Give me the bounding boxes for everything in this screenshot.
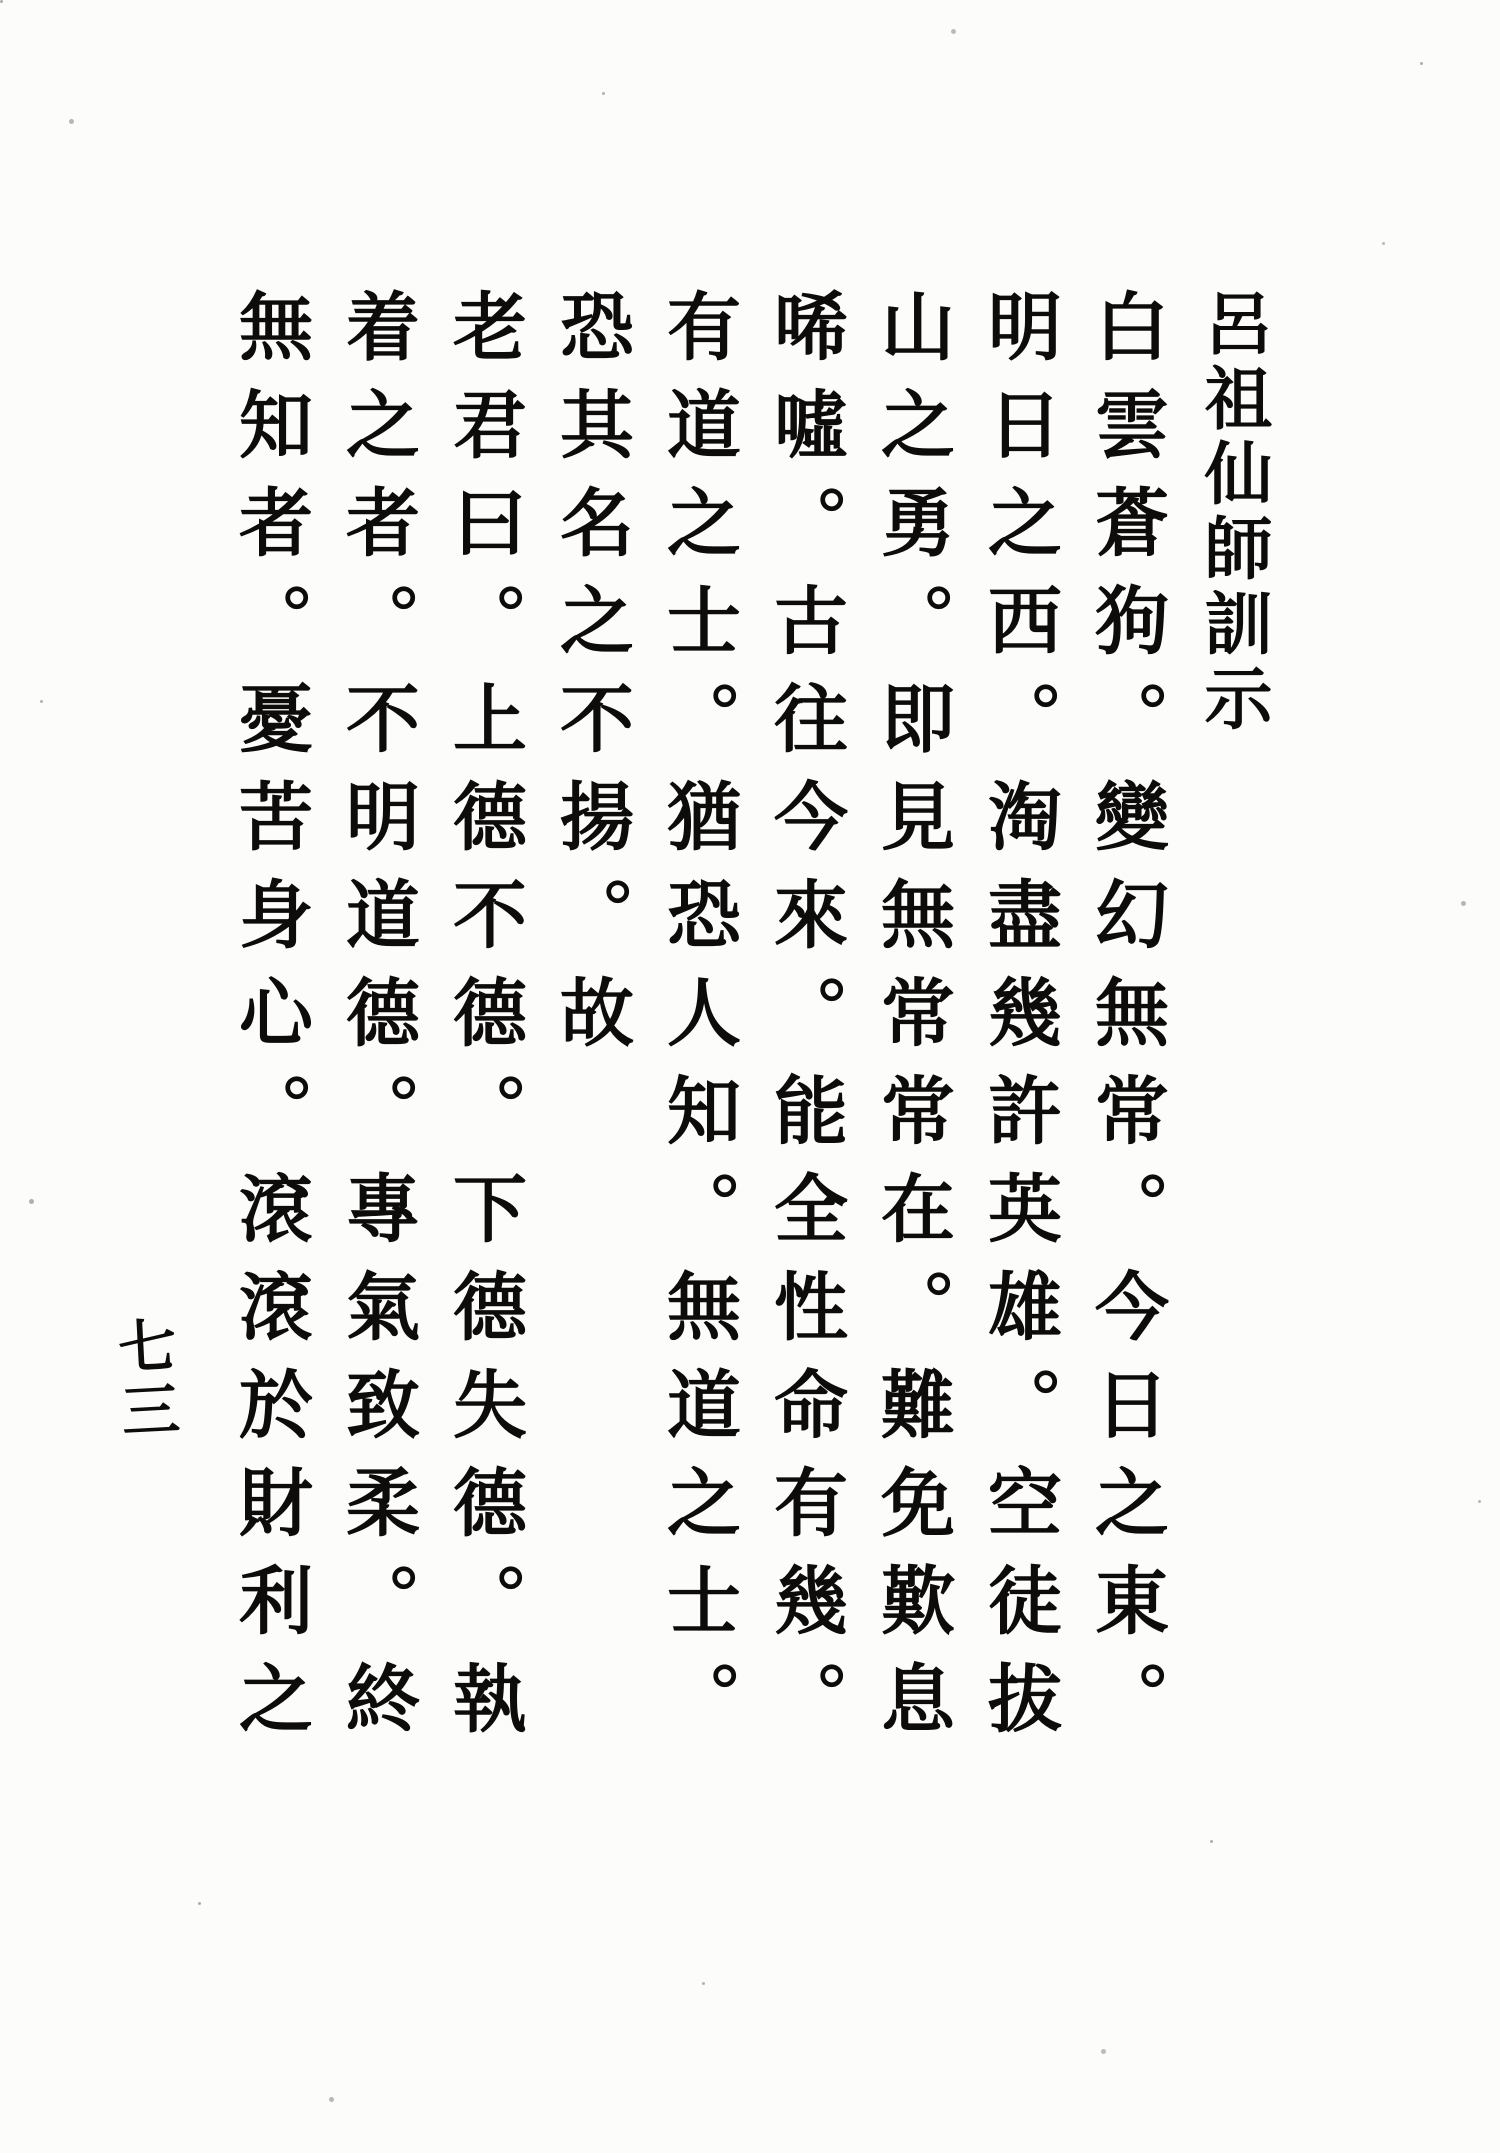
scan-noise-specks	[0, 0, 3, 3]
vertical-text-block	[216, 288, 1286, 1888]
page-number: 七三	[106, 1314, 182, 1446]
page-title: 呂祖仙師訓示	[1193, 288, 1273, 738]
text-column-3: 山之勇。即見無常常在。難免歎息	[869, 288, 955, 1758]
text-column-8: 着之者。不明道德。專氣致柔。終	[334, 288, 420, 1758]
text-column-4: 唏噓。古往今來。能全性命有幾。	[762, 288, 848, 1758]
text-column-7: 老君曰。上德不德。下德失德。執	[441, 288, 527, 1758]
text-column-1: 白雲蒼狗。變幻無常。今日之東。	[1083, 288, 1169, 1758]
text-column-9: 無知者。憂苦身心。滾滾於財利之	[227, 288, 313, 1758]
text-column-6: 恐其名之不揚。故	[548, 288, 634, 1072]
text-column-5: 有道之士。猶恐人知。無道之士。	[655, 288, 741, 1758]
text-column-2: 明日之西。淘盡幾許英雄。空徒拔	[976, 288, 1062, 1758]
